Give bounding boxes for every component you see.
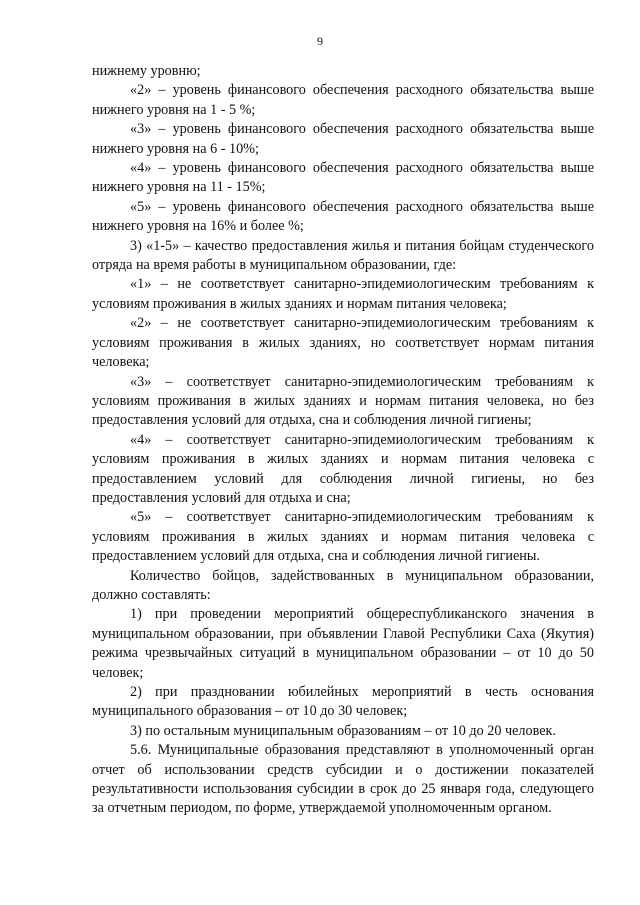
paragraph: «3» – соответствует санитарно-эпидемиологическим требованиям к условиям проживания в жилых зданиях и нормам питания человека, но без предоставления условий для отдыха, сна и соблюдения личной гигиены; <box>92 373 594 429</box>
paragraph: Количество бойцов, задействованных в муниципальном образовании, должно составлять: <box>92 567 594 603</box>
paragraph: «5» – соответствует санитарно-эпидемиологическим требованиям к условиям проживания в жилых зданиях и нормам питания человека с предоставлением условий для отдыха, сна и соблюдения личной гигиены. <box>92 509 594 565</box>
paragraph: «1» – не соответствует санитарно-эпидемиологическим требованиям к условиям проживания в жилых зданиях и нормам питания человека; <box>92 276 594 312</box>
paragraph: 1) при проведении мероприятий общереспубликанского значения в муниципальном образовании, при объявлении Главой Республики Саха (Якутия) режима чрезвычайных ситуаций в муниципальном образовании – от 10 до 50 человек; <box>92 606 594 681</box>
document-body <box>92 62 594 819</box>
paragraph: 5.6. Муниципальные образования представляют в уполномоченный орган отчет об использовании средств субсидии и о достижении показателей результативности использования субсидии в срок до 25 января года, следующего за отчетным периодом, по форме, утверждаемой уполномоченным органом. <box>92 742 594 817</box>
paragraph: «4» – уровень финансового обеспечения расходного обязательства выше нижнего уровня на 11 - 15%; <box>92 160 594 196</box>
paragraph: «5» – уровень финансового обеспечения расходного обязательства выше нижнего уровня на 16% и более %; <box>92 198 594 235</box>
paragraph: «2» – не соответствует санитарно-эпидемиологическим требованиям к условиям проживания в жилых зданиях, но соответствует нормам питания человека; <box>92 315 594 371</box>
page-number: 9 <box>317 34 323 48</box>
paragraph: 2) при праздновании юбилейных мероприятий в честь основания муниципального образования – от 10 до 30 человек; <box>92 684 594 720</box>
paragraph: 3) «1-5» – качество предоставления жилья и питания бойцам студенческого отряда на время работы в муниципальном образовании, где: <box>92 237 594 274</box>
paragraph: нижнему уровню; <box>92 63 201 79</box>
paragraph: «3» – уровень финансового обеспечения расходного обязательства выше нижнего уровня на 6 - 10%; <box>92 121 594 157</box>
paragraph: 3) по остальным муниципальным образованиям – от 10 до 20 человек. <box>130 722 556 739</box>
paragraph: «4» – соответствует санитарно-эпидемиологическим требованиям к условиям проживания в жилых зданиях и нормам питания человека с предоставлением условий для соблюдения личной гигиены, но без предоставления условий для отдыха и сна; <box>92 431 594 506</box>
paragraph: «2» – уровень финансового обеспечения расходного обязательства выше нижнего уровня на 1 - 5 %; <box>92 82 594 118</box>
